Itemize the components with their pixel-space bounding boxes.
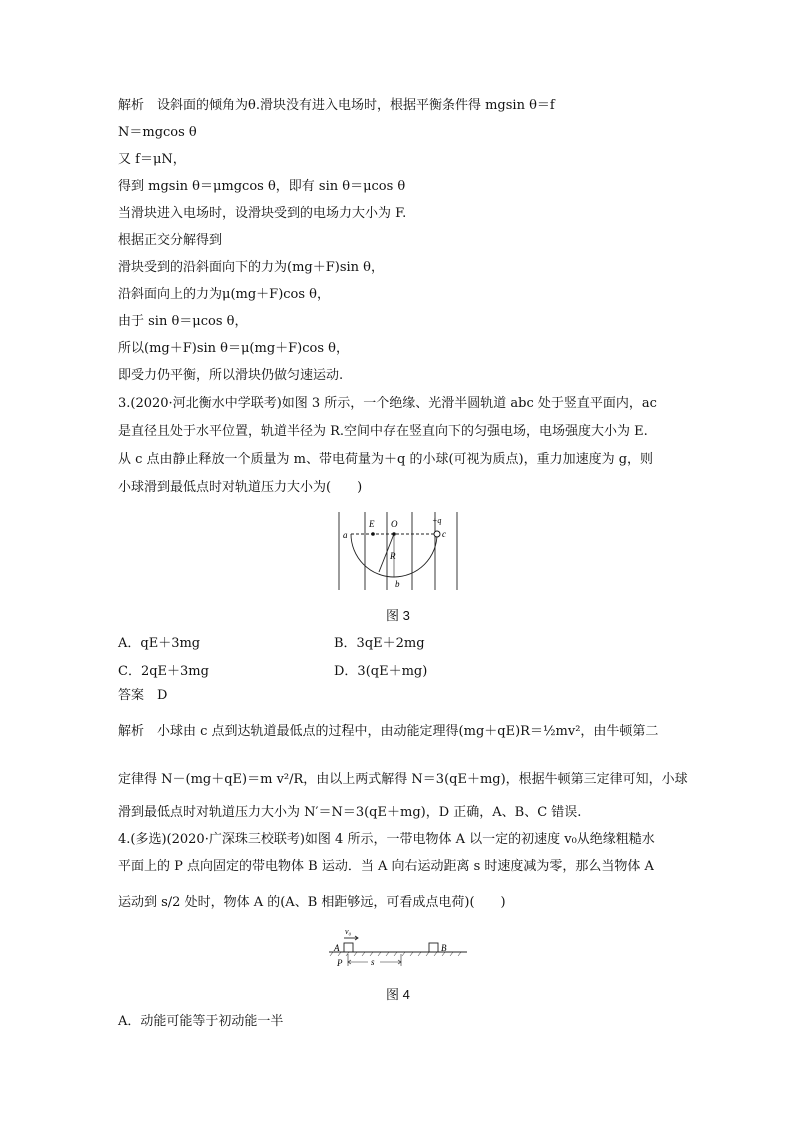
option-c: C．2qE＋3mg bbox=[118, 664, 209, 679]
label-v0: v₀ bbox=[345, 927, 352, 936]
label-p: P bbox=[337, 958, 343, 968]
question-4-line: 运动到 s/2 处时，物体 A 的(A、B 相距够远，可看成点电荷)( ) bbox=[118, 895, 506, 910]
label-a-block: A bbox=[334, 943, 340, 953]
analysis-line: 解析 小球由 c 点到达轨道最低点的过程中，由动能定理得(mg＋qE)R＝½mv²，由牛顿第二 bbox=[118, 724, 659, 739]
text-line: 解析 设斜面的倾角为θ.滑块没有进入电场时，根据平衡条件得 mgsin θ＝f bbox=[118, 98, 555, 113]
label-s: s bbox=[371, 957, 375, 967]
text-line: 又 f＝μN， bbox=[118, 152, 186, 167]
text-line: 滑块受到的沿斜面向下的力为(mg＋F)sin θ， bbox=[118, 260, 384, 275]
question-4-line: 平面上的 P 点向固定的带电物体 B 运动．当 A 向右运动距离 s 时速度减为零，那么当物体 A bbox=[118, 859, 654, 874]
label-r: R bbox=[390, 551, 396, 561]
label-b-block: B bbox=[441, 943, 447, 953]
option-b: B．3qE＋2mg bbox=[334, 636, 425, 651]
analysis-line: 定律得 N－(mg＋qE)＝m v²/R，由以上两式解得 N＝3(qE＋mg)，根据牛顿第三定律可知，小球 bbox=[118, 772, 688, 787]
label-o: O bbox=[391, 519, 398, 529]
option-a: A．动能可能等于初动能一半 bbox=[118, 1014, 284, 1029]
answer-line: 答案 D bbox=[118, 688, 168, 703]
block-b bbox=[429, 943, 438, 952]
label-q: +q bbox=[432, 516, 442, 525]
figure-4-diagram bbox=[325, 922, 470, 972]
label-e: E bbox=[369, 519, 375, 529]
text-line: 根据正交分解得到 bbox=[118, 233, 223, 248]
text-line: 得到 mgsin θ＝μmgcos θ，即有 sin θ＝μcos θ bbox=[118, 179, 406, 194]
text-line: 即受力仍平衡，所以滑块仍做匀速运动. bbox=[118, 368, 344, 383]
question-3-line: 从 c 点由静止释放一个质量为 m、带电荷量为＋q 的小球(可视为质点)，重力加速度为 g，则 bbox=[118, 452, 654, 467]
label-c: c bbox=[442, 529, 446, 539]
figure-3-diagram bbox=[335, 510, 465, 595]
question-3-line: 是直径且处于水平位置，轨道半径为 R.空间中存在竖直向下的匀强电场，电场强度大小为 E. bbox=[118, 424, 648, 439]
figure-4-caption: 图 4 bbox=[386, 987, 410, 1002]
option-d: D．3(qE＋mg) bbox=[334, 664, 428, 679]
center-point-o bbox=[392, 532, 396, 536]
question-4-line: 4.(多选)(2020·广深珠三校联考)如图 4 所示，一带电物体 A 以一定的初速度 v₀从绝缘粗糙水 bbox=[118, 832, 655, 847]
option-a: A．qE＋3mg bbox=[118, 636, 201, 651]
text-line: 由于 sin θ＝μcos θ， bbox=[118, 314, 248, 329]
figure-3-caption: 图 3 bbox=[386, 608, 410, 623]
question-3-line: 小球滑到最低点时对轨道压力大小为( ) bbox=[118, 480, 363, 495]
text-line: 沿斜面向上的力为μ(mg＋F)cos θ， bbox=[118, 287, 330, 302]
block-a bbox=[344, 943, 353, 952]
text-line: 所以(mg＋F)sin θ＝μ(mg＋F)cos θ， bbox=[118, 341, 349, 356]
ball-icon bbox=[434, 531, 440, 537]
label-b: b bbox=[395, 579, 400, 589]
label-a: a bbox=[343, 530, 348, 540]
analysis-line: 滑到最低点时对轨道压力大小为 N′＝N＝3(qE＋mg)，D 正确，A、B、C 错误. bbox=[118, 805, 582, 820]
text-line: N＝mgcos θ bbox=[118, 125, 197, 140]
point-e bbox=[371, 532, 375, 536]
text-line: 当滑块进入电场时，设滑块受到的电场力大小为 F. bbox=[118, 206, 407, 221]
question-3-line: 3.(2020·河北衡水中学联考)如图 3 所示，一个绝缘、光滑半圆轨道 abc 处于竖直平面内，ac bbox=[118, 396, 657, 411]
